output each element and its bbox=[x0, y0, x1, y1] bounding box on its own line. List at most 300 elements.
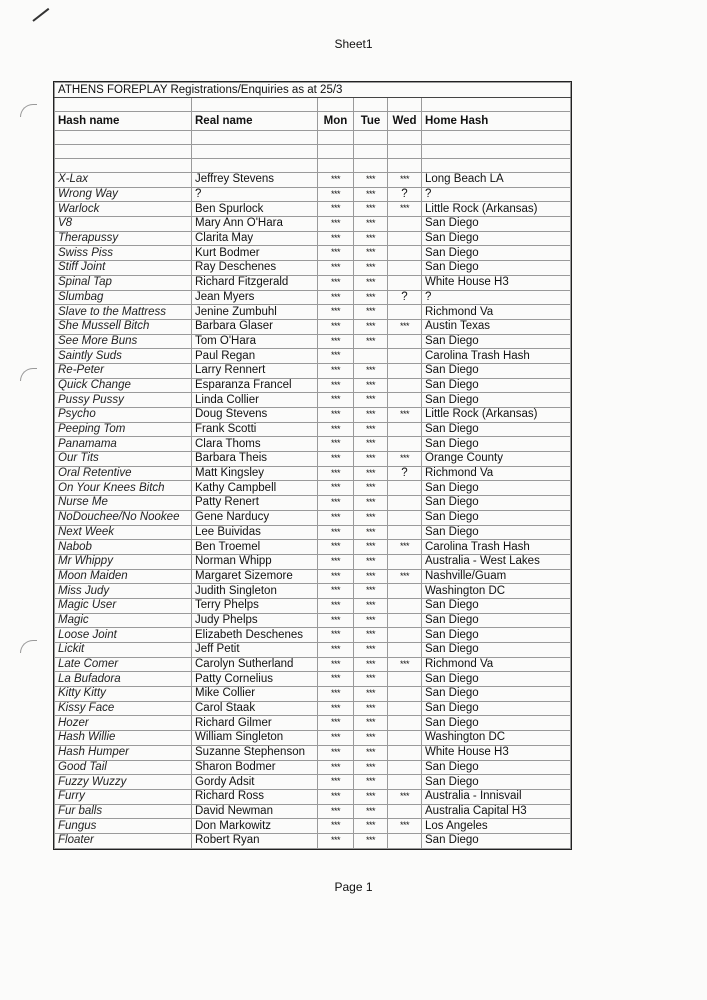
cell-wed bbox=[388, 613, 422, 628]
cell-hash-name: Magic User bbox=[55, 598, 192, 613]
cell-wed bbox=[388, 598, 422, 613]
cell-real-name: Linda Collier bbox=[192, 393, 318, 408]
spacer-row bbox=[55, 98, 571, 112]
cell-home-hash: Los Angeles bbox=[422, 819, 571, 834]
cell-home-hash: Orange County bbox=[422, 452, 571, 467]
table-row bbox=[55, 540, 571, 555]
cell-hash-name: On Your Knees Bitch bbox=[55, 481, 192, 496]
cell-home-hash: San Diego bbox=[422, 613, 571, 628]
table-row bbox=[55, 789, 571, 804]
cell-wed bbox=[388, 775, 422, 790]
cell-real-name: Patty Renert bbox=[192, 496, 318, 511]
cell-hash-name: Oral Retentive bbox=[55, 466, 192, 481]
cell-home-hash: San Diego bbox=[422, 687, 571, 702]
cell-hash-name: V8 bbox=[55, 217, 192, 232]
cell-real-name: Norman Whipp bbox=[192, 554, 318, 569]
cell-mon: *** bbox=[318, 173, 354, 188]
cell-wed bbox=[388, 554, 422, 569]
column-header-wed: Wed bbox=[388, 112, 422, 131]
cell-wed bbox=[388, 687, 422, 702]
cell-real-name: Richard Gilmer bbox=[192, 716, 318, 731]
cell-tue: *** bbox=[354, 393, 388, 408]
cell-tue: *** bbox=[354, 275, 388, 290]
cell-wed bbox=[388, 261, 422, 276]
cell-tue: *** bbox=[354, 319, 388, 334]
cell-real-name: Carol Staak bbox=[192, 701, 318, 716]
cell-hash-name: Fungus bbox=[55, 819, 192, 834]
cell-hash-name: Therapussy bbox=[55, 231, 192, 246]
table-row bbox=[55, 437, 571, 452]
cell-mon: *** bbox=[318, 305, 354, 320]
table-row bbox=[55, 701, 571, 716]
cell-real-name: William Singleton bbox=[192, 731, 318, 746]
column-header-tue: Tue bbox=[354, 112, 388, 131]
cell-tue: *** bbox=[354, 217, 388, 232]
table-row bbox=[55, 349, 571, 364]
cell-hash-name: Magic bbox=[55, 613, 192, 628]
cell-tue: *** bbox=[354, 187, 388, 202]
cell-mon: *** bbox=[318, 569, 354, 584]
cell-hash-name: Pussy Pussy bbox=[55, 393, 192, 408]
column-header-hash-name: Hash name bbox=[55, 112, 192, 131]
cell-hash-name: X-Lax bbox=[55, 173, 192, 188]
table-row bbox=[55, 687, 571, 702]
table-row bbox=[55, 217, 571, 232]
cell-real-name: Tom O'Hara bbox=[192, 334, 318, 349]
table-row bbox=[55, 819, 571, 834]
cell-wed bbox=[388, 496, 422, 511]
cell-tue: *** bbox=[354, 804, 388, 819]
cell-mon: *** bbox=[318, 481, 354, 496]
cell-real-name: Terry Phelps bbox=[192, 598, 318, 613]
cell-wed bbox=[388, 804, 422, 819]
column-header-mon: Mon bbox=[318, 112, 354, 131]
table-row bbox=[55, 643, 571, 658]
table-row bbox=[55, 554, 571, 569]
cell-real-name: Jenine Zumbuhl bbox=[192, 305, 318, 320]
cell-real-name: Gordy Adsit bbox=[192, 775, 318, 790]
cell-mon: *** bbox=[318, 452, 354, 467]
cell-real-name: Sharon Bodmer bbox=[192, 760, 318, 775]
cell-tue: *** bbox=[354, 481, 388, 496]
cell-mon: *** bbox=[318, 584, 354, 599]
cell-wed bbox=[388, 217, 422, 232]
table-row bbox=[55, 672, 571, 687]
cell-hash-name: Nurse Me bbox=[55, 496, 192, 511]
cell-home-hash: Carolina Trash Hash bbox=[422, 349, 571, 364]
cell-home-hash: San Diego bbox=[422, 525, 571, 540]
cell-wed bbox=[388, 378, 422, 393]
table-row bbox=[55, 496, 571, 511]
table-row bbox=[55, 613, 571, 628]
cell-real-name: Richard Ross bbox=[192, 789, 318, 804]
header-row bbox=[55, 112, 571, 131]
cell-hash-name: Hash Humper bbox=[55, 745, 192, 760]
cell-tue: *** bbox=[354, 716, 388, 731]
table-row bbox=[55, 261, 571, 276]
cell-wed: ? bbox=[388, 187, 422, 202]
cell-real-name: Don Markowitz bbox=[192, 819, 318, 834]
cell-tue: *** bbox=[354, 408, 388, 423]
cell-home-hash: Long Beach LA bbox=[422, 173, 571, 188]
pen-mark bbox=[32, 8, 49, 22]
cell-home-hash: San Diego bbox=[422, 261, 571, 276]
cell-real-name: Mike Collier bbox=[192, 687, 318, 702]
cell-mon: *** bbox=[318, 775, 354, 790]
table-row bbox=[55, 569, 571, 584]
cell-tue: *** bbox=[354, 422, 388, 437]
cell-tue: *** bbox=[354, 496, 388, 511]
cell-real-name: Clarita May bbox=[192, 231, 318, 246]
cell-home-hash: Australia Capital H3 bbox=[422, 804, 571, 819]
cell-hash-name: Stiff Joint bbox=[55, 261, 192, 276]
cell-real-name: Jeff Petit bbox=[192, 643, 318, 658]
cell-mon: *** bbox=[318, 540, 354, 555]
cell-real-name: Margaret Sizemore bbox=[192, 569, 318, 584]
table-row bbox=[55, 760, 571, 775]
cell-mon: *** bbox=[318, 349, 354, 364]
cell-home-hash: San Diego bbox=[422, 833, 571, 848]
cell-mon: *** bbox=[318, 672, 354, 687]
cell-hash-name: Our Tits bbox=[55, 452, 192, 467]
cell-home-hash: White House H3 bbox=[422, 745, 571, 760]
cell-tue: *** bbox=[354, 525, 388, 540]
table-row bbox=[55, 584, 571, 599]
cell-wed bbox=[388, 584, 422, 599]
cell-hash-name: La Bufadora bbox=[55, 672, 192, 687]
cell-mon: *** bbox=[318, 731, 354, 746]
cell-home-hash: San Diego bbox=[422, 231, 571, 246]
punch-hole-mark bbox=[20, 368, 37, 381]
cell-wed bbox=[388, 231, 422, 246]
cell-mon: *** bbox=[318, 319, 354, 334]
table-row bbox=[55, 775, 571, 790]
cell-tue: *** bbox=[354, 378, 388, 393]
cell-tue: *** bbox=[354, 554, 388, 569]
cell-home-hash: Little Rock (Arkansas) bbox=[422, 202, 571, 217]
cell-home-hash: San Diego bbox=[422, 393, 571, 408]
blank-row bbox=[55, 159, 571, 173]
cell-tue: *** bbox=[354, 789, 388, 804]
cell-wed: *** bbox=[388, 540, 422, 555]
cell-wed bbox=[388, 246, 422, 261]
cell-hash-name: NoDouchee/No Nookee bbox=[55, 510, 192, 525]
table-row bbox=[55, 731, 571, 746]
cell-wed bbox=[388, 305, 422, 320]
cell-wed: *** bbox=[388, 452, 422, 467]
cell-mon: *** bbox=[318, 217, 354, 232]
page-footer: Page 1 bbox=[334, 880, 373, 894]
table-row bbox=[55, 833, 571, 848]
cell-tue: *** bbox=[354, 775, 388, 790]
cell-real-name: Kurt Bodmer bbox=[192, 246, 318, 261]
cell-real-name: Suzanne Stephenson bbox=[192, 745, 318, 760]
cell-tue: *** bbox=[354, 701, 388, 716]
table-row bbox=[55, 745, 571, 760]
cell-hash-name: Loose Joint bbox=[55, 628, 192, 643]
cell-home-hash: San Diego bbox=[422, 510, 571, 525]
cell-wed: *** bbox=[388, 819, 422, 834]
cell-home-hash: San Diego bbox=[422, 437, 571, 452]
cell-home-hash: ? bbox=[422, 290, 571, 305]
cell-wed: *** bbox=[388, 657, 422, 672]
page-header: Sheet1 bbox=[334, 37, 373, 51]
cell-hash-name: Miss Judy bbox=[55, 584, 192, 599]
cell-home-hash: White House H3 bbox=[422, 275, 571, 290]
cell-hash-name: Quick Change bbox=[55, 378, 192, 393]
cell-home-hash: Carolina Trash Hash bbox=[422, 540, 571, 555]
cell-real-name: David Newman bbox=[192, 804, 318, 819]
table-row bbox=[55, 393, 571, 408]
cell-real-name: Mary Ann O'Hara bbox=[192, 217, 318, 232]
cell-wed: *** bbox=[388, 789, 422, 804]
cell-tue: *** bbox=[354, 261, 388, 276]
cell-hash-name: Wrong Way bbox=[55, 187, 192, 202]
table-row bbox=[55, 173, 571, 188]
cell-real-name: Barbara Theis bbox=[192, 452, 318, 467]
table-row bbox=[55, 408, 571, 423]
cell-tue: *** bbox=[354, 452, 388, 467]
cell-home-hash: San Diego bbox=[422, 643, 571, 658]
table-row bbox=[55, 275, 571, 290]
cell-wed bbox=[388, 525, 422, 540]
cell-mon: *** bbox=[318, 745, 354, 760]
cell-mon: *** bbox=[318, 496, 354, 511]
cell-mon: *** bbox=[318, 804, 354, 819]
cell-tue: *** bbox=[354, 657, 388, 672]
cell-real-name: Larry Rennert bbox=[192, 363, 318, 378]
table-row bbox=[55, 187, 571, 202]
cell-home-hash: San Diego bbox=[422, 701, 571, 716]
cell-real-name: Jean Myers bbox=[192, 290, 318, 305]
cell-real-name: Patty Cornelius bbox=[192, 672, 318, 687]
cell-hash-name: Psycho bbox=[55, 408, 192, 423]
cell-tue: *** bbox=[354, 760, 388, 775]
cell-real-name: Clara Thoms bbox=[192, 437, 318, 452]
cell-tue: *** bbox=[354, 173, 388, 188]
cell-wed bbox=[388, 745, 422, 760]
cell-wed bbox=[388, 628, 422, 643]
cell-mon: *** bbox=[318, 334, 354, 349]
cell-real-name: Judith Singleton bbox=[192, 584, 318, 599]
cell-home-hash: Washington DC bbox=[422, 731, 571, 746]
cell-wed bbox=[388, 481, 422, 496]
cell-hash-name: Good Tail bbox=[55, 760, 192, 775]
table-row bbox=[55, 525, 571, 540]
cell-mon: *** bbox=[318, 510, 354, 525]
cell-home-hash: San Diego bbox=[422, 422, 571, 437]
cell-tue: *** bbox=[354, 628, 388, 643]
table-row bbox=[55, 319, 571, 334]
cell-wed bbox=[388, 510, 422, 525]
cell-hash-name: Re-Peter bbox=[55, 363, 192, 378]
cell-hash-name: Moon Maiden bbox=[55, 569, 192, 584]
cell-hash-name: She Mussell Bitch bbox=[55, 319, 192, 334]
cell-real-name: Richard Fitzgerald bbox=[192, 275, 318, 290]
cell-hash-name: Hash Willie bbox=[55, 731, 192, 746]
cell-mon: *** bbox=[318, 716, 354, 731]
table-row bbox=[55, 481, 571, 496]
cell-wed: *** bbox=[388, 202, 422, 217]
table-row bbox=[55, 510, 571, 525]
column-header-real-name: Real name bbox=[192, 112, 318, 131]
cell-hash-name: Next Week bbox=[55, 525, 192, 540]
cell-mon: *** bbox=[318, 701, 354, 716]
cell-wed bbox=[388, 437, 422, 452]
cell-home-hash: San Diego bbox=[422, 378, 571, 393]
table-row bbox=[55, 598, 571, 613]
cell-mon: *** bbox=[318, 789, 354, 804]
cell-wed bbox=[388, 643, 422, 658]
cell-real-name: Doug Stevens bbox=[192, 408, 318, 423]
cell-hash-name: Hozer bbox=[55, 716, 192, 731]
cell-hash-name: Kissy Face bbox=[55, 701, 192, 716]
cell-tue: *** bbox=[354, 466, 388, 481]
cell-mon: *** bbox=[318, 760, 354, 775]
cell-hash-name: Saintly Suds bbox=[55, 349, 192, 364]
cell-home-hash: San Diego bbox=[422, 760, 571, 775]
cell-mon: *** bbox=[318, 187, 354, 202]
cell-home-hash: Richmond Va bbox=[422, 657, 571, 672]
table-row bbox=[55, 452, 571, 467]
cell-tue: *** bbox=[354, 290, 388, 305]
cell-hash-name: Furry bbox=[55, 789, 192, 804]
cell-tue: *** bbox=[354, 833, 388, 848]
cell-mon: *** bbox=[318, 437, 354, 452]
cell-real-name: Matt Kingsley bbox=[192, 466, 318, 481]
cell-home-hash: San Diego bbox=[422, 481, 571, 496]
cell-tue: *** bbox=[354, 687, 388, 702]
cell-wed: ? bbox=[388, 290, 422, 305]
table-row bbox=[55, 363, 571, 378]
cell-wed: *** bbox=[388, 408, 422, 423]
cell-home-hash: San Diego bbox=[422, 363, 571, 378]
cell-wed bbox=[388, 760, 422, 775]
blank-row bbox=[55, 145, 571, 159]
cell-wed: *** bbox=[388, 319, 422, 334]
table-row bbox=[55, 466, 571, 481]
cell-real-name: Esparanza Francel bbox=[192, 378, 318, 393]
cell-wed bbox=[388, 349, 422, 364]
cell-mon: *** bbox=[318, 275, 354, 290]
title-row bbox=[55, 83, 571, 98]
cell-tue: *** bbox=[354, 540, 388, 555]
cell-mon: *** bbox=[318, 687, 354, 702]
cell-tue: *** bbox=[354, 745, 388, 760]
cell-hash-name: Floater bbox=[55, 833, 192, 848]
cell-hash-name: Slave to the Mattress bbox=[55, 305, 192, 320]
cell-real-name: Gene Narducy bbox=[192, 510, 318, 525]
cell-tue: *** bbox=[354, 231, 388, 246]
table-row bbox=[55, 657, 571, 672]
cell-tue: *** bbox=[354, 598, 388, 613]
cell-wed: *** bbox=[388, 569, 422, 584]
column-header-home-hash: Home Hash bbox=[422, 112, 571, 131]
cell-hash-name: Fur balls bbox=[55, 804, 192, 819]
cell-tue bbox=[354, 349, 388, 364]
cell-real-name: Judy Phelps bbox=[192, 613, 318, 628]
cell-mon: *** bbox=[318, 202, 354, 217]
cell-mon: *** bbox=[318, 554, 354, 569]
table-row bbox=[55, 246, 571, 261]
cell-real-name: Robert Ryan bbox=[192, 833, 318, 848]
table-row bbox=[55, 334, 571, 349]
cell-home-hash: Austin Texas bbox=[422, 319, 571, 334]
cell-hash-name: Swiss Piss bbox=[55, 246, 192, 261]
cell-real-name: ? bbox=[192, 187, 318, 202]
punch-hole-mark bbox=[20, 104, 37, 117]
cell-hash-name: Mr Whippy bbox=[55, 554, 192, 569]
cell-wed bbox=[388, 422, 422, 437]
cell-tue: *** bbox=[354, 246, 388, 261]
table-row bbox=[55, 290, 571, 305]
cell-tue: *** bbox=[354, 510, 388, 525]
registrations-table bbox=[54, 82, 571, 849]
cell-mon: *** bbox=[318, 378, 354, 393]
table-row bbox=[55, 422, 571, 437]
cell-wed bbox=[388, 716, 422, 731]
cell-tue: *** bbox=[354, 569, 388, 584]
cell-mon: *** bbox=[318, 833, 354, 848]
cell-real-name: Frank Scotti bbox=[192, 422, 318, 437]
cell-real-name: Carolyn Sutherland bbox=[192, 657, 318, 672]
cell-wed: *** bbox=[388, 173, 422, 188]
cell-tue: *** bbox=[354, 672, 388, 687]
cell-mon: *** bbox=[318, 408, 354, 423]
cell-tue: *** bbox=[354, 731, 388, 746]
cell-wed bbox=[388, 701, 422, 716]
cell-home-hash: Richmond Va bbox=[422, 466, 571, 481]
cell-hash-name: Slumbag bbox=[55, 290, 192, 305]
table-row bbox=[55, 305, 571, 320]
table-row bbox=[55, 804, 571, 819]
cell-mon: *** bbox=[318, 246, 354, 261]
table-title: ATHENS FOREPLAY Registrations/Enquiries as at 25/3 bbox=[55, 83, 571, 98]
table-row bbox=[55, 231, 571, 246]
cell-tue: *** bbox=[354, 202, 388, 217]
cell-tue: *** bbox=[354, 643, 388, 658]
table-row bbox=[55, 202, 571, 217]
cell-tue: *** bbox=[354, 613, 388, 628]
cell-real-name: Kathy Campbell bbox=[192, 481, 318, 496]
cell-hash-name: Spinal Tap bbox=[55, 275, 192, 290]
cell-real-name: Lee Buividas bbox=[192, 525, 318, 540]
cell-home-hash: San Diego bbox=[422, 716, 571, 731]
cell-mon: *** bbox=[318, 363, 354, 378]
cell-mon: *** bbox=[318, 231, 354, 246]
cell-real-name: Ben Spurlock bbox=[192, 202, 318, 217]
cell-hash-name: Kitty Kitty bbox=[55, 687, 192, 702]
cell-mon: *** bbox=[318, 598, 354, 613]
cell-home-hash: Washington DC bbox=[422, 584, 571, 599]
cell-mon: *** bbox=[318, 422, 354, 437]
cell-home-hash: Australia - West Lakes bbox=[422, 554, 571, 569]
cell-home-hash: San Diego bbox=[422, 246, 571, 261]
cell-home-hash: San Diego bbox=[422, 598, 571, 613]
cell-mon: *** bbox=[318, 290, 354, 305]
cell-real-name: Barbara Glaser bbox=[192, 319, 318, 334]
table-row bbox=[55, 716, 571, 731]
cell-home-hash: San Diego bbox=[422, 217, 571, 232]
cell-hash-name: Panamama bbox=[55, 437, 192, 452]
cell-mon: *** bbox=[318, 628, 354, 643]
cell-tue: *** bbox=[354, 305, 388, 320]
cell-wed bbox=[388, 275, 422, 290]
cell-wed bbox=[388, 672, 422, 687]
cell-mon: *** bbox=[318, 261, 354, 276]
cell-hash-name: Peeping Tom bbox=[55, 422, 192, 437]
cell-home-hash: San Diego bbox=[422, 775, 571, 790]
